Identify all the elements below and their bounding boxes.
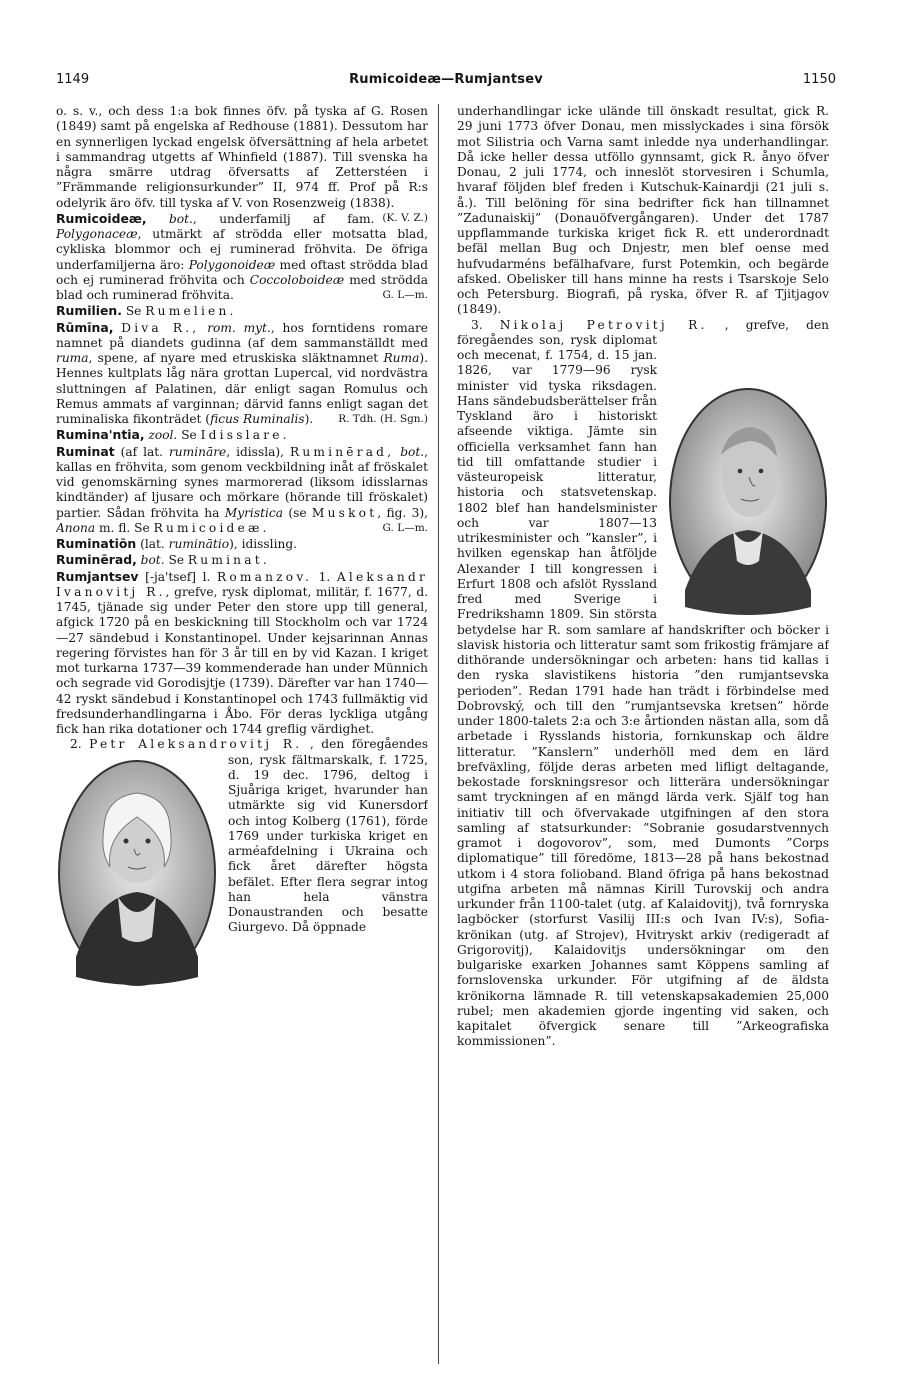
page-number-left: 1149 (56, 72, 90, 87)
cross-reference: Rumelien. (145, 304, 237, 319)
headword: Rūmīna, (56, 319, 114, 335)
headword: Ruminatiōn (56, 536, 137, 551)
signature: (K. V. Z.) (382, 211, 428, 224)
entry-petr-rumjantsev: 2. Petr Aleksandrovitj R. , den föregåendes son, rysk fältmarskalk, f. 1725, d. 19 dec. 1796, deltog i Sjuåriga kriget, hvarunder han utmärkte sig vid Kunersdorf och intog Kolberg (1761), förde 1769 under turkiska kriget en arméafdelning i Ukraina och fick året därefter högsta befälet. Efter flera segrar intog han hela vänstra Donaustranden och besatte Giurgevo. Då öppnade (56, 737, 428, 935)
cross-reference: Muskot (311, 505, 378, 520)
entry-rumina: Rūmīna, Diva R., rom. myt., hos forntidens romare namnet på diandets gudinna (af dem sammanställdt med ruma, spene, af nyare med etruskiska släktnamnet Ruma). Hennes kultplats låg nära grottan Lupercal, vid nordvästra sluttningen af Palatinen, där enligt sagan Romulus och Remus ammats af varginnan; därvid fanns enligt sagan det ruminaliska fikonträdet (ficus Ruminalis). R. Tdh. (H. Sgn.) (56, 319, 428, 426)
headword: Ruminat (56, 443, 115, 459)
page-header (56, 72, 836, 92)
cross-reference: Ruminat. (187, 553, 270, 568)
portrait-nikolaj-rumjantsev (667, 385, 829, 617)
right-column (457, 104, 829, 1374)
cross-reference: Idisslare. (200, 428, 290, 443)
headword: Rumjantsev (56, 568, 139, 584)
entry-rumicoideae: Rumicoideæ, bot., underfamilj af fam. Polygonaceæ, utmärkt af strödda eller motsatta blad, cykliska blommor och ej ruminerad fröhvita. De öfriga underfamiljerna äro: Polygonoideæ med oftast strödda blad och ej ruminerad fröhvita och Coccoloboideæ med strödda blad och ruminerad fröhvita. G. L—m. (56, 210, 428, 302)
running-head: Rumicoideæ—Rumjantsev (349, 72, 543, 87)
continuation-paragraph: o. s. v., och dess 1:a bok finnes öfv. på tyska af G. Rosen (1849) samt på engelska af Redhouse (1881). Dessutom har en synnerligen lyckad engelsk öfversättning af hela arbetet i sammandrag utgetts af Whinfield (1887). Till svenska ha några smärre utdrag öfversatts af Zetterstéen i ”Främmande religionsurkunder” II, 974 ff. Prof på R:s odelyrik äro öfv. till tyska af V. von Rosenzweig (1838). (K. V. Z.) (56, 104, 428, 211)
signature: G. L—m. (382, 521, 428, 534)
entry-ruminat: Ruminat (af lat. rumināre, idissla), Ruminērad, bot., kallas en fröhvita, som genom veckbildning inåt af fröskalet vid genomskärning synes marmorerad (liksom idisslarnas kindtänder) af ljusare och mörkare (hörande till fröskalet) partier. Sådan fröhvita ha Myristica (se Muskot, fig. 3), Anona m. fl. Se Rumicoideæ. G. L—m. (56, 443, 428, 535)
page-number-right: 1150 (802, 72, 836, 87)
signature: R. Tdh. (H. Sgn.) (338, 413, 428, 425)
headword: Rumina'ntia, (56, 427, 145, 443)
left-column (56, 104, 428, 1374)
entry-rumjantsev: Rumjantsev [-ja'tsef] l. Romanzov. 1. Aleksandr Ivanovitj R., grefve, rysk diplomat, militär, f. 1677, d. 1745, tjänade sig under Peter den store upp till general, afgick 1720 på en beskickning till Stockholm och var 1724—27 sändebud i Konstantinopel. Under kejsarinnan Annas regering förvistes han för 3 år till en by vid Kazan. I kriget mot turkarna 1737—39 kommenderade han under Münnich och segrade vid Gorodisjtje (1739). Därefter var han 1740—42 ryskt sändebud i Konstantinopel och 1743 fullmäktig vid fredsunderhandlingarna i Åbo. För deras lyckliga utgång fick han rika dotationer och 1744 greflig värdighet. (56, 568, 428, 736)
portrait-petr-rumjantsev (56, 757, 218, 989)
headword: Rumicoideæ, (56, 210, 147, 226)
signature: G. L—m. (382, 289, 428, 301)
cross-reference: Rumicoideæ. (153, 520, 270, 535)
entry-rumination: Ruminatiōn (lat. ruminātio), idissling. (56, 536, 297, 551)
entry-nikolaj-rumjantsev: 3. Nikolaj Petrovitj R. , grefve, den föregåendes son, rysk diplomat och mecenat, f. 1754, d. 15 jan. 1826, var 1779—96 rysk minister vid tyska riksdagen. Hans sändebudsberättelser från Tyskland äro i historiskt afseende viktiga. Jämte sin officiella verksamhet fann han tid till omfattande studier i västeuropeisk litteratur, historia och statsvetenskap. 1802 blef han handelsminister och var 1807—13 utrikesminister och ”kansler”, i hvilken egenskap han åtföljde Alexander I till kongressen i Erfurt 1808 och afslöt Ryssland fred med Sverige i Fredrikshamn 1809. Sin största betydelse har R. som samlare af handskrifter och böcker i slavisk historia och litteratur samt som frikostig främjare af dithörande undersökningar och arbeten: hans tid kallas i den ryska slavistikens historia ”den rumjantsevska perioden”. Redan 1791 hade han trädt i förbindelse med Dobrovský, och till den ”rumjantsevska kretsen” hörde under 1800-talets 2:a och 3:e årtionden nästan alla, som då arbetade i Rysslands historia, fornkunskap och äldre litteratur. ”Kanslern” underhöll med dem en lärd brefväxling, följde deras arbeten med lifligt deltagande, bekostade forskningsresor och litterära undersökningar samt tryckningen af en mängd lärda verk. Själf tog han initiativ till och öfvervakade utgifningen af den stora samling af statsurkunder: ”Sobranie gosudarstvennych gramot i dogovorov”, som, med Dumonts ”Corps diplomatique” till föredöme, 1813—28 på hans bekostnad utkom i 4 stora folioband. Bland öfriga på hans bekostnad utgifna arbeten må nämnas Kirill Turovskij och andra urkunder från 1100-talet (utg. af Kalaidovitj), två fornryska lagböcker (storfurst Vasilij III:s och Ivan IV:s), Sofia-krönikan (utg. af Strojev), Hvitryskt arkiv (redigeradt af Grigorovitj), Kalaidovitjs undersökningar om den bulgariske exarken Johannes samt Köppens samling af fornslovenska urkunder. För utgifning af de äldsta krönikorna lämnade R. till vetenskapsakademien 25,000 rubel; men akademien gjorde ingenting vid saken, och kapitalet öfvergick senare till ”Arkeografiska kommissionen”. (457, 317, 829, 1049)
entry-ruminerad: Ruminērad, bot. Se Ruminat. (56, 552, 270, 568)
headword: Rumilien. (56, 303, 122, 319)
headword: Ruminērad, (56, 552, 137, 568)
continuation-paragraph: underhandlingar icke ulände till önskadt resultat, gick R. 29 juni 1773 öfver Donau, men misslyckades i sina försök mot Silistria och Varna samt inledde nya underhandlingar. Då icke heller dessa utföllo gynnsamt, gick R. ånyo öfver Donau, 2 juli 1774, och inneslöt storvesiren i Schumla, hvaraf följden blef freden i Kutschuk-Kainardji (21 juli s. å.). Till belöning för sina bedrifter fick han tillnamnet ”Zadunaiskij” (Donauöfvergångaren). Under det 1787 uppflammande turkiska kriget fick R. ett underordnadt befäl mellan Bug och Dnjestr, men blef oense med hufvudarméns befälhafvare, furst Potemkin, och begärde afsked. Obelisker till hans minne ha rests i Tsarskoje Selo och Petersburg. Biografi, på ryska, öfver R. af Tjitjagov (1849). (457, 104, 829, 317)
entry-ruminantia: Rumina'ntia, zool. Se Idisslare. (56, 427, 290, 443)
entry-rumilien: Rumilien. Se Rumelien. (56, 303, 237, 319)
column-divider (438, 104, 439, 1364)
